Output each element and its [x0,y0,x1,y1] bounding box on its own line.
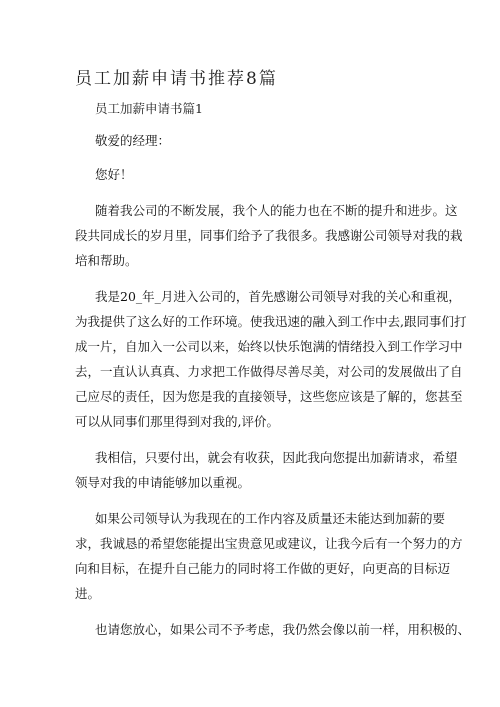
greeting: 您好！ [95,167,133,182]
salutation: 敬爱的经理： [95,133,171,148]
paragraph-1-line-1: 随着我公司的不断发展，我个人的能力也在不断的提升和进步。这 [95,203,458,218]
document-title: 员工加薪申请书推荐8篇 [75,69,278,89]
paragraph-2-line-2: 为我提供了这么好的工作环境。使我迅速的融入到工作中去,跟同事们打 [75,314,467,329]
paragraph-4-line-3: 向和目标，在提升自己能力的同时将工作做的更好，向更高的目标迈 [75,561,451,576]
paragraph-1-line-3: 培和帮助。 [75,253,138,268]
section-heading: 员工加薪申请书篇1 [95,101,203,116]
paragraph-4-line-2: 求，我诚恳的希望您能提出宝贵意见或建议，让我今后有一个努力的方 [75,536,463,551]
paragraph-2-line-1: 我是20_年_月进入公司的，首先感谢公司领导对我的关心和重视， [95,289,461,304]
paragraph-2-line-6: 可以从同事们那里得到对我的,评价。 [75,414,279,429]
paragraph-2-line-3: 成一片，自加入一公司以来，始终以快乐饱满的情绪投入到工作学习中 [75,339,463,354]
paragraph-1-line-2: 段共同成长的岁月里，同事们给予了我很多。我感谢公司领导对我的栽 [75,228,463,243]
paragraph-5-line-1: 也请您放心，如果公司不予考虑，我仍然会像以前一样，用积极的、 [95,622,471,637]
paragraph-3-line-1: 我相信，只要付出，就会有收获，因此我向您提出加薪请求，希望 [95,450,458,465]
paragraph-4-line-4: 进。 [75,586,101,601]
paragraph-2-line-4: 去，一直认认真真、力求把工作做得尽善尽美，对公司的发展做出了自 [75,364,463,379]
paragraph-4-line-1: 如果公司领导认为我现在的工作内容及质量还未能达到加薪的要 [95,511,446,526]
paragraph-2-line-5: 己应尽的责任，因为您是我的直接领导，这些您应该是了解的，您甚至 [75,389,463,404]
paragraph-3-line-2: 领导对我的申请能够加以重视。 [75,475,251,490]
